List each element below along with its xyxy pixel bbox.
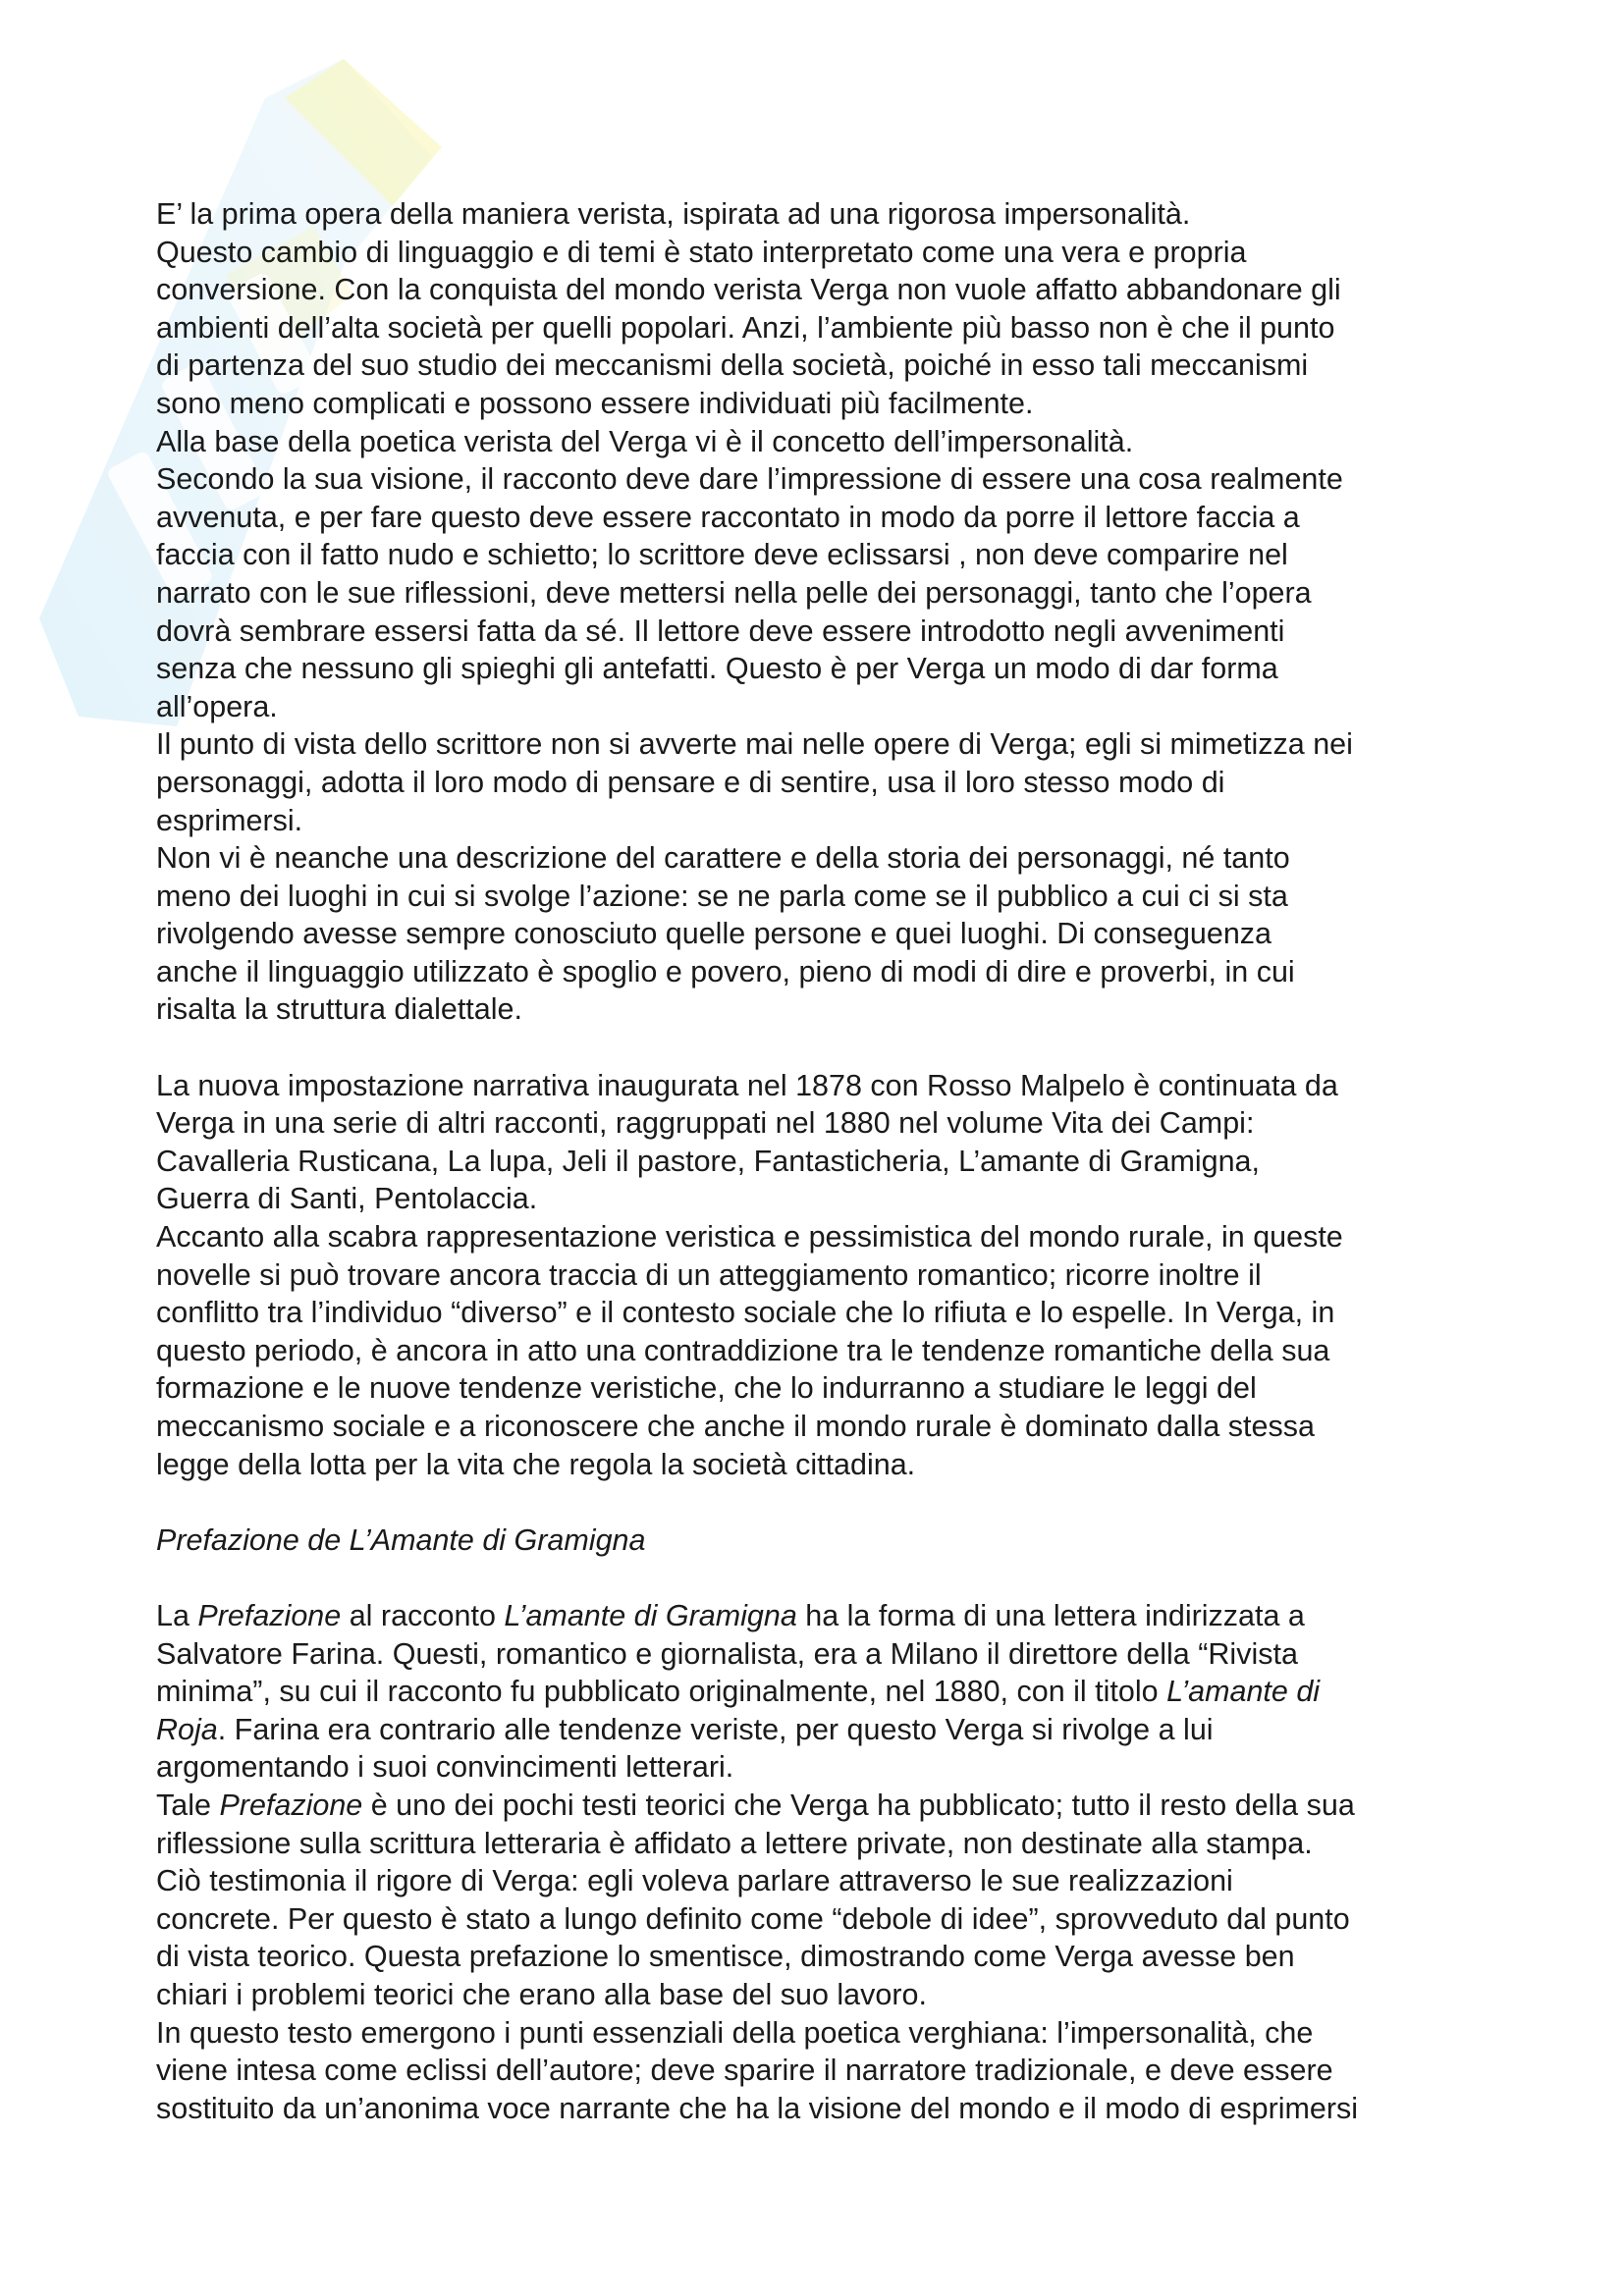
paragraph: Alla base della poetica verista del Verga vi è il concetto dell’impersonalità. xyxy=(156,424,1134,458)
paragraph: La nuova impostazione narrativa inaugurata nel 1878 con Rosso Malpelo è continuata da Verga in una serie di altri racconti, raggruppati nel 1880 nel volume Vita dei Campi: Cavalleria Rusticana, La lupa, Jeli il pastore, Fantasticheria, L’amante di Gramigna, Guerra di Santi, Pentolaccia. xyxy=(156,1068,1338,1216)
italic-title: L’amante di Roja xyxy=(156,1675,1321,1746)
text-run: al racconto xyxy=(341,1598,505,1632)
document-body xyxy=(156,195,1491,2127)
paragraph: Secondo la sua visione, il racconto deve dare l’impressione di essere una cosa realmente avvenuta, e per fare questo deve essere raccontato in modo da porre il lettore faccia a faccia con il fatto nudo e schietto; lo scrittore deve eclissarsi , non deve comparire nel narrato con le sue riflessioni, deve mettersi nella pelle dei personaggi, tanto che l’opera dovrà sembrare essersi fatta da sé. Il lettore deve essere introdotto negli avvenimenti senza che nessuno gli spieghi gli antefatti. Questo è per Verga un modo di dar forma all’opera. xyxy=(156,462,1343,723)
italic-title: Prefazione xyxy=(219,1788,363,1822)
italic-title: Prefazione xyxy=(197,1598,342,1632)
text-run: ha la forma di una lettera indirizzata a Salvatore Farina. Questi, romantico e giornalista, era a Milano il direttore della “Rivista minima”, su cui il racconto fu pubblicato originalmente, nel 1880, con il titolo xyxy=(156,1598,1305,1709)
paragraph-spacer xyxy=(156,1559,1491,1597)
paragraph xyxy=(156,1787,1491,2014)
paragraph-spacer xyxy=(156,1483,1491,1522)
paragraph xyxy=(156,1597,1491,1787)
paragraph: Accanto alla scabra rappresentazione veristica e pessimistica del mondo rurale, in queste novelle si può trovare ancora traccia di un atteggiamento romantico; ricorre inoltre il conflitto tra l’individuo “diverso” e il contesto sociale che lo rifiuta e lo espelle. In Verga, in questo periodo, è ancora in atto una contraddizione tra le tendenze romantiche della sua formazione e le nuove tendenze veristiche, che lo indurranno a studiare le leggi del meccanismo sociale e a riconoscere che anche il mondo rurale è dominato dalla stessa legge della lotta per la vita che regola la società cittadina. xyxy=(156,1220,1343,1481)
paragraph: E’ la prima opera della maniera verista, ispirata ad una rigorosa impersonalità. xyxy=(156,197,1191,231)
paragraph: Non vi è neanche una descrizione del carattere e della storia dei personaggi, né tanto meno dei luoghi in cui si svolge l’azione: se ne parla come se il pubblico a cui ci si sta rivolgendo avesse sempre conosciuto quelle persone e quei luoghi. Di conseguenza anche il linguaggio utilizzato è spoglio e povero, pieno di modi di dire e proverbi, in cui risalta la struttura dialettale. xyxy=(156,841,1295,1027)
paragraph-spacer xyxy=(156,1029,1491,1067)
text-run: è uno dei pochi testi teorici che Verga ha pubblicato; tutto il resto della sua riflessione sulla scrittura letteraria è affidato a lettere private, non destinate alla stampa. Ciò testimonia il rigore di Verga: egli voleva parlare attraverso le sue realizzazioni concrete. Per questo è stato a lungo definito come “debole di idee”, sprovveduto dal punto di vista teorico. Questa prefazione lo smentisce, dimostrando come Verga avesse ben chiari i problemi teorici che erano alla base del suo lavoro. xyxy=(156,1788,1355,2011)
section-heading: Prefazione de L’Amante di Gramigna xyxy=(156,1522,646,1557)
paragraph: Questo cambio di linguaggio e di temi è stato interpretato come una vera e propria conversione. Con la conquista del mondo verista Verga non vuole affatto abbandonare gli ambienti dell’alta società per quelli popolari. Anzi, l’ambiente più basso non è che il punto di partenza del suo studio dei meccanismi della società, poiché in esso tali meccanismi sono meno complicati e possono essere individuati più facilmente. xyxy=(156,235,1341,420)
italic-title: L’amante di Gramigna xyxy=(504,1598,797,1632)
paragraph: In questo testo emergono i punti essenziali della poetica verghiana: l’impersonalità, che viene intesa come eclissi dell’autore; deve sparire il narratore tradizionale, e deve essere sostituito da un’anonima voce narrante che ha la visione del mondo e il modo di esprimersi xyxy=(156,2015,1359,2125)
text-run: La xyxy=(156,1598,198,1632)
text-run: . Farina era contrario alle tendenze veriste, per questo Verga si rivolge a lui argomentando i suoi convincimenti letterari. xyxy=(156,1712,1214,1785)
paragraph: Il punto di vista dello scrittore non si avverte mai nelle opere di Verga; egli si mimetizza nei personaggi, adotta il loro modo di pensare e di sentire, usa il loro stesso modo di esprimersi. xyxy=(156,727,1353,837)
text-run: Tale xyxy=(156,1788,220,1822)
